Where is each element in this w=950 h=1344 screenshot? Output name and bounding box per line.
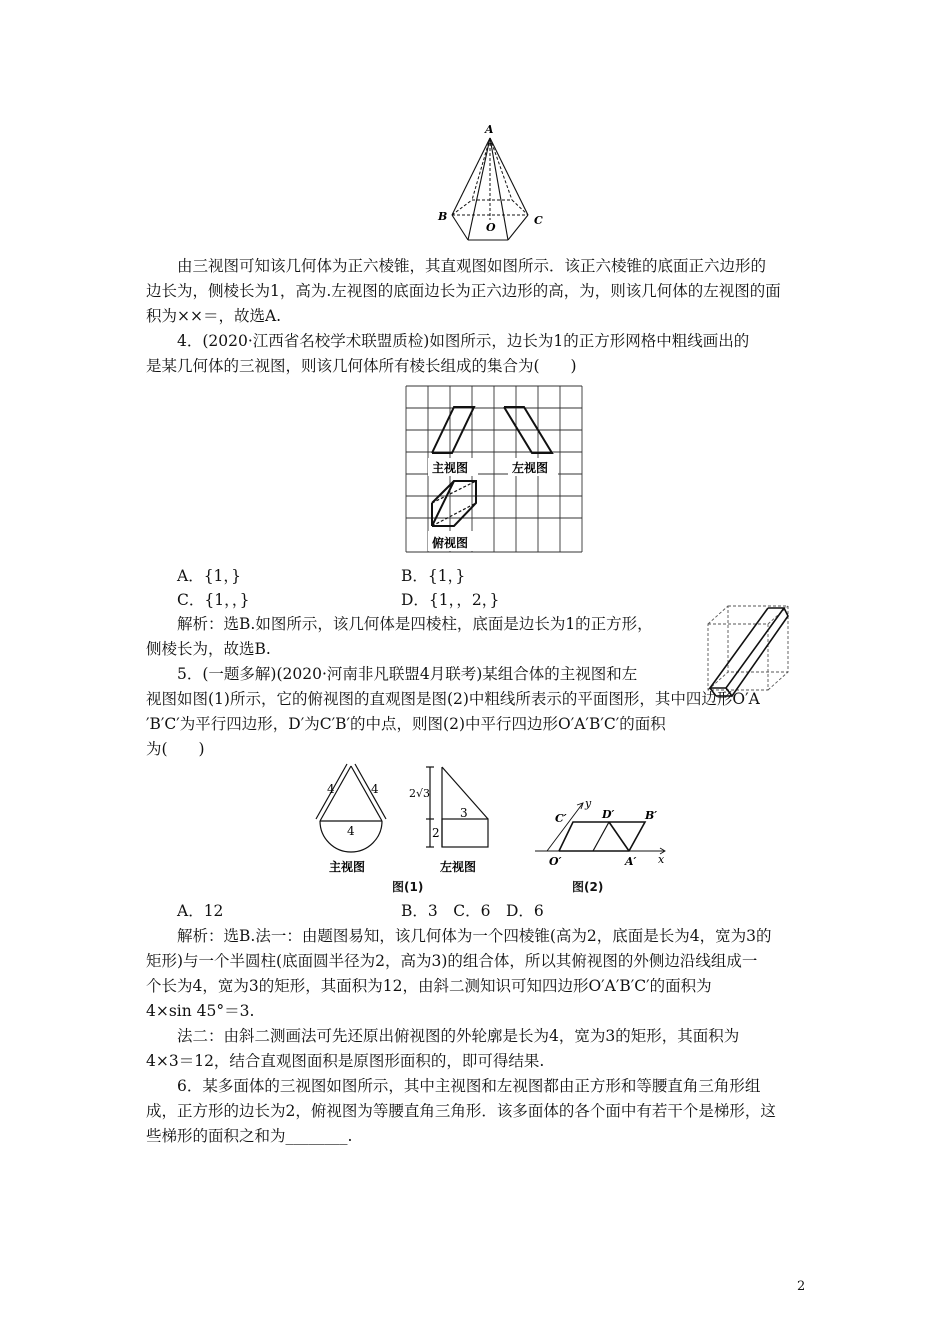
q4-option-b: B．{1，} xyxy=(401,567,466,585)
fig1-front-left-edge-label: 4 xyxy=(327,782,335,796)
vertex-a-label: A xyxy=(485,123,494,136)
q5-line1: 5．(一题多解)(2020·河南非凡联盟4月联考)某组合体的主视图和左 xyxy=(177,665,638,683)
sol5-line2: 矩形)与一个半圆柱(底面圆半径为2，高为3)的组合体，所以其俯视图的外侧边沿线组成一 xyxy=(146,952,758,970)
fig2-d-label: D′ xyxy=(602,808,615,821)
q4-line1: 4．(2020·江西省名校学术联盟质检)如图所示，边长为1的正方形网格中粗线画出的 xyxy=(177,332,750,350)
para1-line1: 由三视图可知该几何体为正六棱锥，其直观图如图所示．该正六棱锥的底面正六边形的 xyxy=(177,257,767,275)
para1-line2: 边长为，侧棱长为1，高为.左视图的底面边长为正六边形的高，为，则该几何体的左视图的面 xyxy=(146,282,781,300)
fig1-side-width-label: 3 xyxy=(460,806,468,820)
fig2-a-label: A′ xyxy=(625,855,637,868)
q5-line3: ′B′C′为平行四边形，D′为C′B′的中点，则图(2)中平行四边形O′A′B′C′的面积 xyxy=(146,715,666,733)
vertex-b-label: B xyxy=(438,210,448,223)
fig2-c-label: C′ xyxy=(555,812,567,825)
fig1-front-right-edge-label: 4 xyxy=(371,782,379,796)
q5-line4: 为( ) xyxy=(146,740,205,758)
fig2-b-label: B′ xyxy=(645,809,658,822)
fig1-front-view xyxy=(313,763,393,878)
vertex-c-label: C xyxy=(534,214,543,227)
fig1-side-rect-height-label: 2 xyxy=(432,826,440,840)
fig1-side-height-label: 2√3 xyxy=(409,787,431,800)
q5-line2: 视图如图(1)所示，它的俯视图的直观图是图(2)中粗线所表示的平面图形，其中四边形O′A xyxy=(146,690,760,708)
fig1-side-view-label: 左视图 xyxy=(440,860,477,874)
q4-option-d: D．{1，，2，} xyxy=(401,591,500,609)
sol5-method2-line2: 4×3＝12，结合直观图面积是原图形面积的，即可得结果. xyxy=(146,1052,545,1070)
fig1-front-view-label: 主视图 xyxy=(329,860,366,874)
q6-line3: 些梯形的面积之和为________. xyxy=(146,1127,353,1145)
grid-front-view-label: 主视图 xyxy=(432,461,469,475)
hexagonal-pyramid-figure xyxy=(430,118,560,248)
fig2-caption: 图(2) xyxy=(572,880,604,894)
q6-line1: 6．某多面体的三视图如图所示，其中主视图和左视图都由正方形和等腰直角三角形组 xyxy=(177,1077,761,1095)
prism-solution-figure xyxy=(704,602,796,698)
fig2-x-axis-label: x xyxy=(658,853,665,866)
sol4-line1: 解析：选B.如图所示，该几何体是四棱柱，底面是边长为1的正方形， xyxy=(177,615,653,633)
sol5-method2-line1: 法二：由斜二测画法可先还原出俯视图的外轮廓是长为4，宽为3的矩形，其面积为 xyxy=(177,1027,740,1045)
sol4-line2: 侧棱长为，故选B. xyxy=(146,640,271,658)
sol5-line3: 个长为4，宽为3的矩形，其面积为12，由斜二测知识可知四边形O′A′B′C′的面积为 xyxy=(146,977,712,995)
vertex-o-label: O xyxy=(486,221,496,234)
fig2-o-label: O′ xyxy=(549,855,562,868)
sol5-line1: 解析：选B.法一：由题图易知，该几何体为一个四棱锥(高为2，底面是长为4，宽为3的 xyxy=(177,927,772,945)
grid-top-view-label: 俯视图 xyxy=(432,536,469,550)
para1-line3: 积为××＝，故选A. xyxy=(146,307,282,325)
page-number: 2 xyxy=(797,1279,806,1294)
fig2-oblique-drawing xyxy=(533,795,673,870)
fig1-side-view xyxy=(408,763,498,878)
q4-option-c: C．{1，，} xyxy=(177,591,250,609)
q4-line2: 是某几何体的三视图，则该几何体所有棱长组成的集合为( ) xyxy=(146,357,577,375)
q4-option-a: A．{1，} xyxy=(177,567,242,585)
grid-side-view-label: 左视图 xyxy=(512,461,549,475)
three-view-grid-figure xyxy=(404,385,584,557)
q5-option-a: A．12 xyxy=(177,902,224,920)
q5-options-bcd: B．3 C．6 D．6 xyxy=(401,902,544,920)
q6-line2: 成，正方形的边长为2，俯视图为等腰直角三角形．该多面体的各个面中有若干个是梯形，这 xyxy=(146,1102,776,1120)
fig2-y-axis-label: y xyxy=(585,797,592,810)
sol5-line4: 4×sin 45°＝3. xyxy=(146,1002,255,1020)
fig1-caption: 图(1) xyxy=(392,880,424,894)
fig1-front-base-label: 4 xyxy=(347,824,355,838)
